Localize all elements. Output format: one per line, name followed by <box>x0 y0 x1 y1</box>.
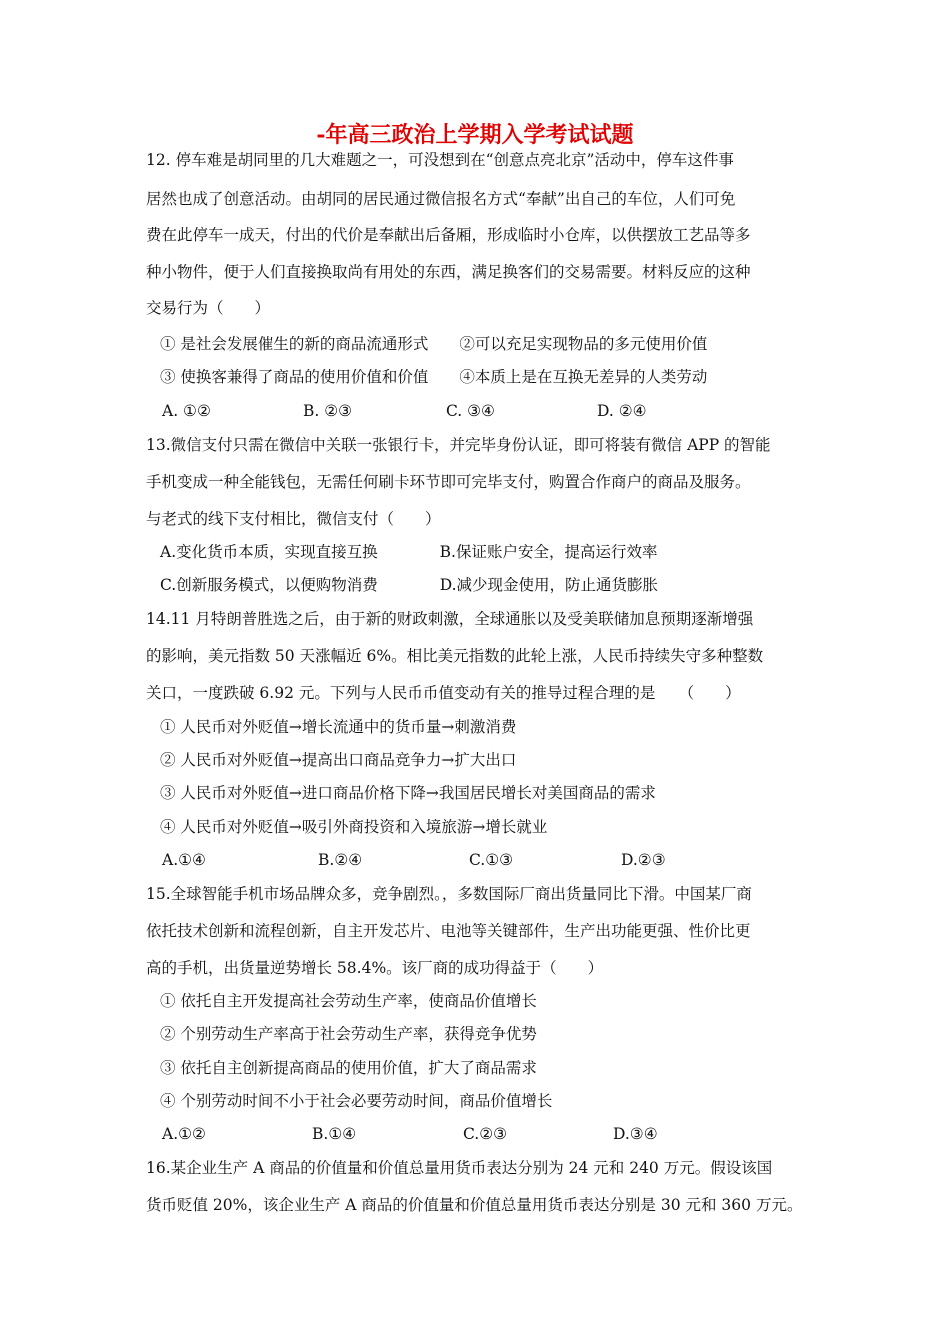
question-15-option-a: A.①② <box>162 1125 206 1143</box>
question-16-line-1: 16.某企业生产 A 商品的价值量和价值总量用货币表达分别为 24 元和 240 万元。假设该国 <box>146 1159 773 1177</box>
question-12-option-c: C. ③④ <box>446 402 495 420</box>
question-12-item-1: ① 是社会发展催生的新的商品流通形式 ②可以充足实现物品的多元使用价值 <box>160 335 708 353</box>
question-13-line-2: 手机变成一种全能钱包，无需任何刷卡环节即可完毕支付，购置合作商户的商品及服务。 <box>146 473 751 491</box>
question-13-line-1: 13.微信支付只需在微信中关联一张银行卡，并完毕身份认证，即可将装有微信 APP 的智能 <box>146 436 771 454</box>
question-14-option-d: D.②③ <box>621 851 666 869</box>
question-16-line-2: 货币贬值 20%，该企业生产 A 商品的价值量和价值总量用货币表达分别是 30 元和 360 万元。 <box>146 1196 803 1214</box>
question-12-line-2: 居然也成了创意活动。由胡同的居民通过微信报名方式“奉献”出自己的车位，人们可免 <box>146 190 736 208</box>
question-14-option-b: B.②④ <box>318 851 363 869</box>
question-14-item-4: ④ 人民币对外贬值→吸引外商投资和入境旅游→增长就业 <box>160 818 548 836</box>
question-12-item-2: ③ 使换客兼得了商品的使用价值和价值 ④本质上是在互换无差异的人类劳动 <box>160 368 708 386</box>
question-15-item-3: ③ 依托自主创新提高商品的使用价值，扩大了商品需求 <box>160 1059 537 1077</box>
page-title: -年高三政治上学期入学考试试题 <box>316 122 634 148</box>
question-12-line-4: 种小物件，便于人们直接换取尚有用处的东西，满足换客们的交易需要。材料反应的这种 <box>146 263 751 281</box>
question-12-option-d: D. ②④ <box>597 402 647 420</box>
question-14-option-c: C.①③ <box>469 851 514 869</box>
question-15-item-1: ① 依托自主开发提高社会劳动生产率，使商品价值增长 <box>160 992 537 1010</box>
question-12-line-5: 交易行为（ ） <box>146 299 271 317</box>
question-15-item-2: ② 个别劳动生产率高于社会劳动生产率，获得竞争优势 <box>160 1025 537 1043</box>
question-12-line-1: 12. 停车难是胡同里的几大难题之一，可没想到在“创意点亮北京”活动中，停车这件事 <box>146 151 734 169</box>
question-14-line-2: 的影响，美元指数 50 天涨幅近 6%。相比美元指数的此轮上涨，人民币持续失守多种整数 <box>146 647 764 665</box>
question-14-item-1: ① 人民币对外贬值→增长流通中的货币量→刺激消费 <box>160 718 517 736</box>
question-13-line-3: 与老式的线下支付相比，微信支付（ ） <box>146 510 441 528</box>
question-15-option-c: C.②③ <box>463 1125 508 1143</box>
question-15-option-b: B.①④ <box>312 1125 357 1143</box>
question-15-line-3: 高的手机，出货量逆势增长 58.4%。该厂商的成功得益于（ ） <box>146 959 604 977</box>
question-14-item-2: ② 人民币对外贬值→提高出口商品竞争力→扩大出口 <box>160 751 517 769</box>
question-14-line-3: 关口，一度跌破 6.92 元。下列与人民币币值变动有关的推导过程合理的是 （ ） <box>146 684 741 702</box>
question-15-line-1: 15.全球智能手机市场品牌众多，竞争剧烈。，多数国际厂商出货量同比下滑。中国某厂商 <box>146 885 752 903</box>
question-13-item-1: A.变化货币本质，实现直接互换 B.保证账户安全，提高运行效率 <box>160 543 658 561</box>
question-12-option-b: B. ②③ <box>303 402 353 420</box>
question-15-option-d: D.③④ <box>613 1125 658 1143</box>
question-12-line-3: 费在此停车一成天，付出的代价是奉献出后备厢，形成临时小仓库，以供摆放工艺品等多 <box>146 226 751 244</box>
question-13-item-2: C.创新服务模式，以便购物消费 D.减少现金使用，防止通货膨胀 <box>160 576 659 594</box>
question-15-item-4: ④ 个别劳动时间不小于社会必要劳动时间，商品价值增长 <box>160 1092 553 1110</box>
question-14-item-3: ③ 人民币对外贬值→进口商品价格下降→我国居民增长对美国商品的需求 <box>160 784 656 802</box>
question-15-line-2: 依托技术创新和流程创新，自主开发芯片、电池等关键部件，生产出功能更强、性价比更 <box>146 922 751 940</box>
question-14-line-1: 14.11 月特朗普胜选之后，由于新的财政刺激，全球通胀以及受美联储加息预期逐渐增强 <box>146 610 754 628</box>
question-14-option-a: A.①④ <box>162 851 206 869</box>
question-12-option-a: A. ①② <box>162 402 211 420</box>
